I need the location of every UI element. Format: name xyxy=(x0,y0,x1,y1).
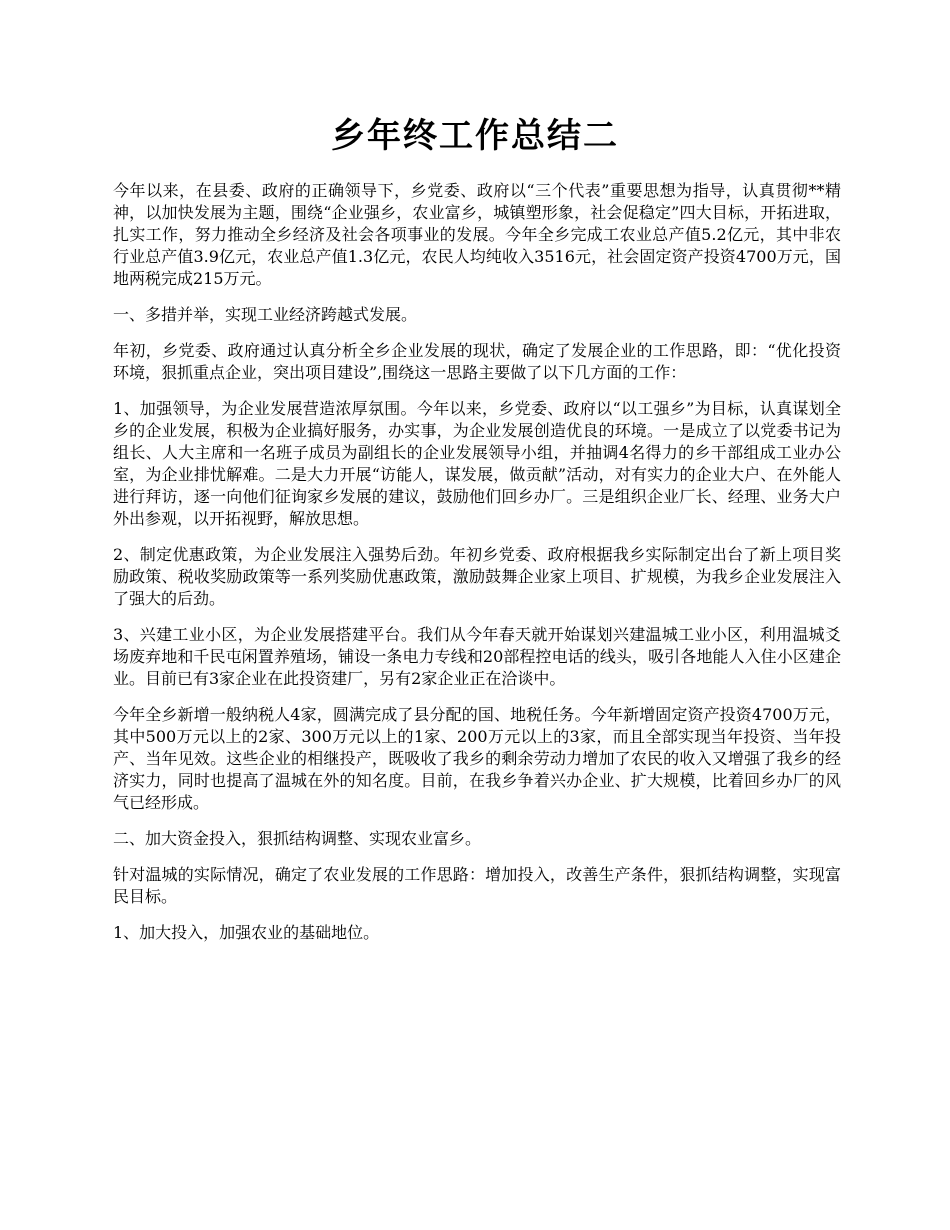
paragraph: 今年全乡新增一般纳税人4家，圆满完成了县分配的国、地税任务。今年新增固定资产投资4700万元，其中500万元以上的2家、300万元以上的1家、200万元以上的3家，而且全部实现当年投资、当年投产、当年见效。这些企业的相继投产，既吸收了我乡的剩余劳动力增加了农民的收入又增强了我乡的经济实力，同时也提高了温城在外的知名度。目前，在我乡争着兴办企业、扩大规模，比着回乡办厂的风气已经形成。 xyxy=(113,705,841,812)
paragraph: 年初，乡党委、政府通过认真分析全乡企业发展的现状，确定了发展企业的工作思路，即：“优化投资环境，狠抓重点企业，突出项目建设”,围绕这一思路主要做了以下几方面的工作： xyxy=(113,341,841,382)
document-body xyxy=(113,180,841,958)
paragraph: 2、制定优惠政策，为企业发展注入强势后劲。年初乡党委、政府根据我乡实际制定出台了新上项目奖励政策、税收奖励政策等一系列奖励优惠政策，激励鼓舞企业家上项目、扩规模，为我乡企业发展注入了强大的后劲。 xyxy=(113,545,841,608)
section-heading-2: 二、加大资金投入，狠抓结构调整、实现农业富乡。 xyxy=(113,829,482,848)
paragraph: 针对温城的实际情况，确定了农业发展的工作思路：增加投入，改善生产条件，狠抓结构调整，实现富民目标。 xyxy=(113,865,841,906)
document-title: 乡年终工作总结二 xyxy=(331,116,619,156)
paragraph: 3、兴建工业小区，为企业发展搭建平台。我们从今年春天就开始谋划兴建温城工业小区，利用温城爻场废弃地和千民屯闲置养殖场，铺设一条电力专线和20部程控电话的线头，吸引各地能人入住小区建企业。目前已有3家企业在此投资建厂，另有2家企业正在洽谈中。 xyxy=(113,625,841,688)
paragraph: 1、加大投入，加强农业的基础地位。 xyxy=(113,923,380,942)
paragraph-intro: 今年以来，在县委、政府的正确领导下，乡党委、政府以“三个代表”重要思想为指导，认真贯彻**精神，以加快发展为主题，围绕“企业强乡，农业富乡，城镇塑形象，社会促稳定”四大目标，开拓进取，扎实工作，努力推动全乡经济及社会各项事业的发展。今年全乡完成工农业总产值5.2亿元，其中非农行业总产值3.9亿元，农业总产值1.3亿元，农民人均纯收入3516元，社会固定资产投资4700万元，国地两税完成215万元。 xyxy=(113,181,841,288)
section-heading-1: 一、多措并举，实现工业经济跨越式发展。 xyxy=(113,305,418,324)
paragraph: 1、加强领导，为企业发展营造浓厚氛围。今年以来，乡党委、政府以“以工强乡”为目标，认真谋划全乡的企业发展，积极为企业搞好服务，办实事，为企业发展创造优良的环境。一是成立了以党委书记为组长、人大主席和一名班子成员为副组长的企业发展领导小组，并抽调4名得力的乡干部组成工业办公室，为企业排忧解难。二是大力开展“访能人，谋发展，做贡献”活动，对有实力的企业大户、在外能人进行拜访，逐一向他们征询家乡发展的建议，鼓励他们回乡办厂。三是组织企业厂长、经理、业务大户外出参观，以开拓视野，解放思想。 xyxy=(113,399,841,528)
